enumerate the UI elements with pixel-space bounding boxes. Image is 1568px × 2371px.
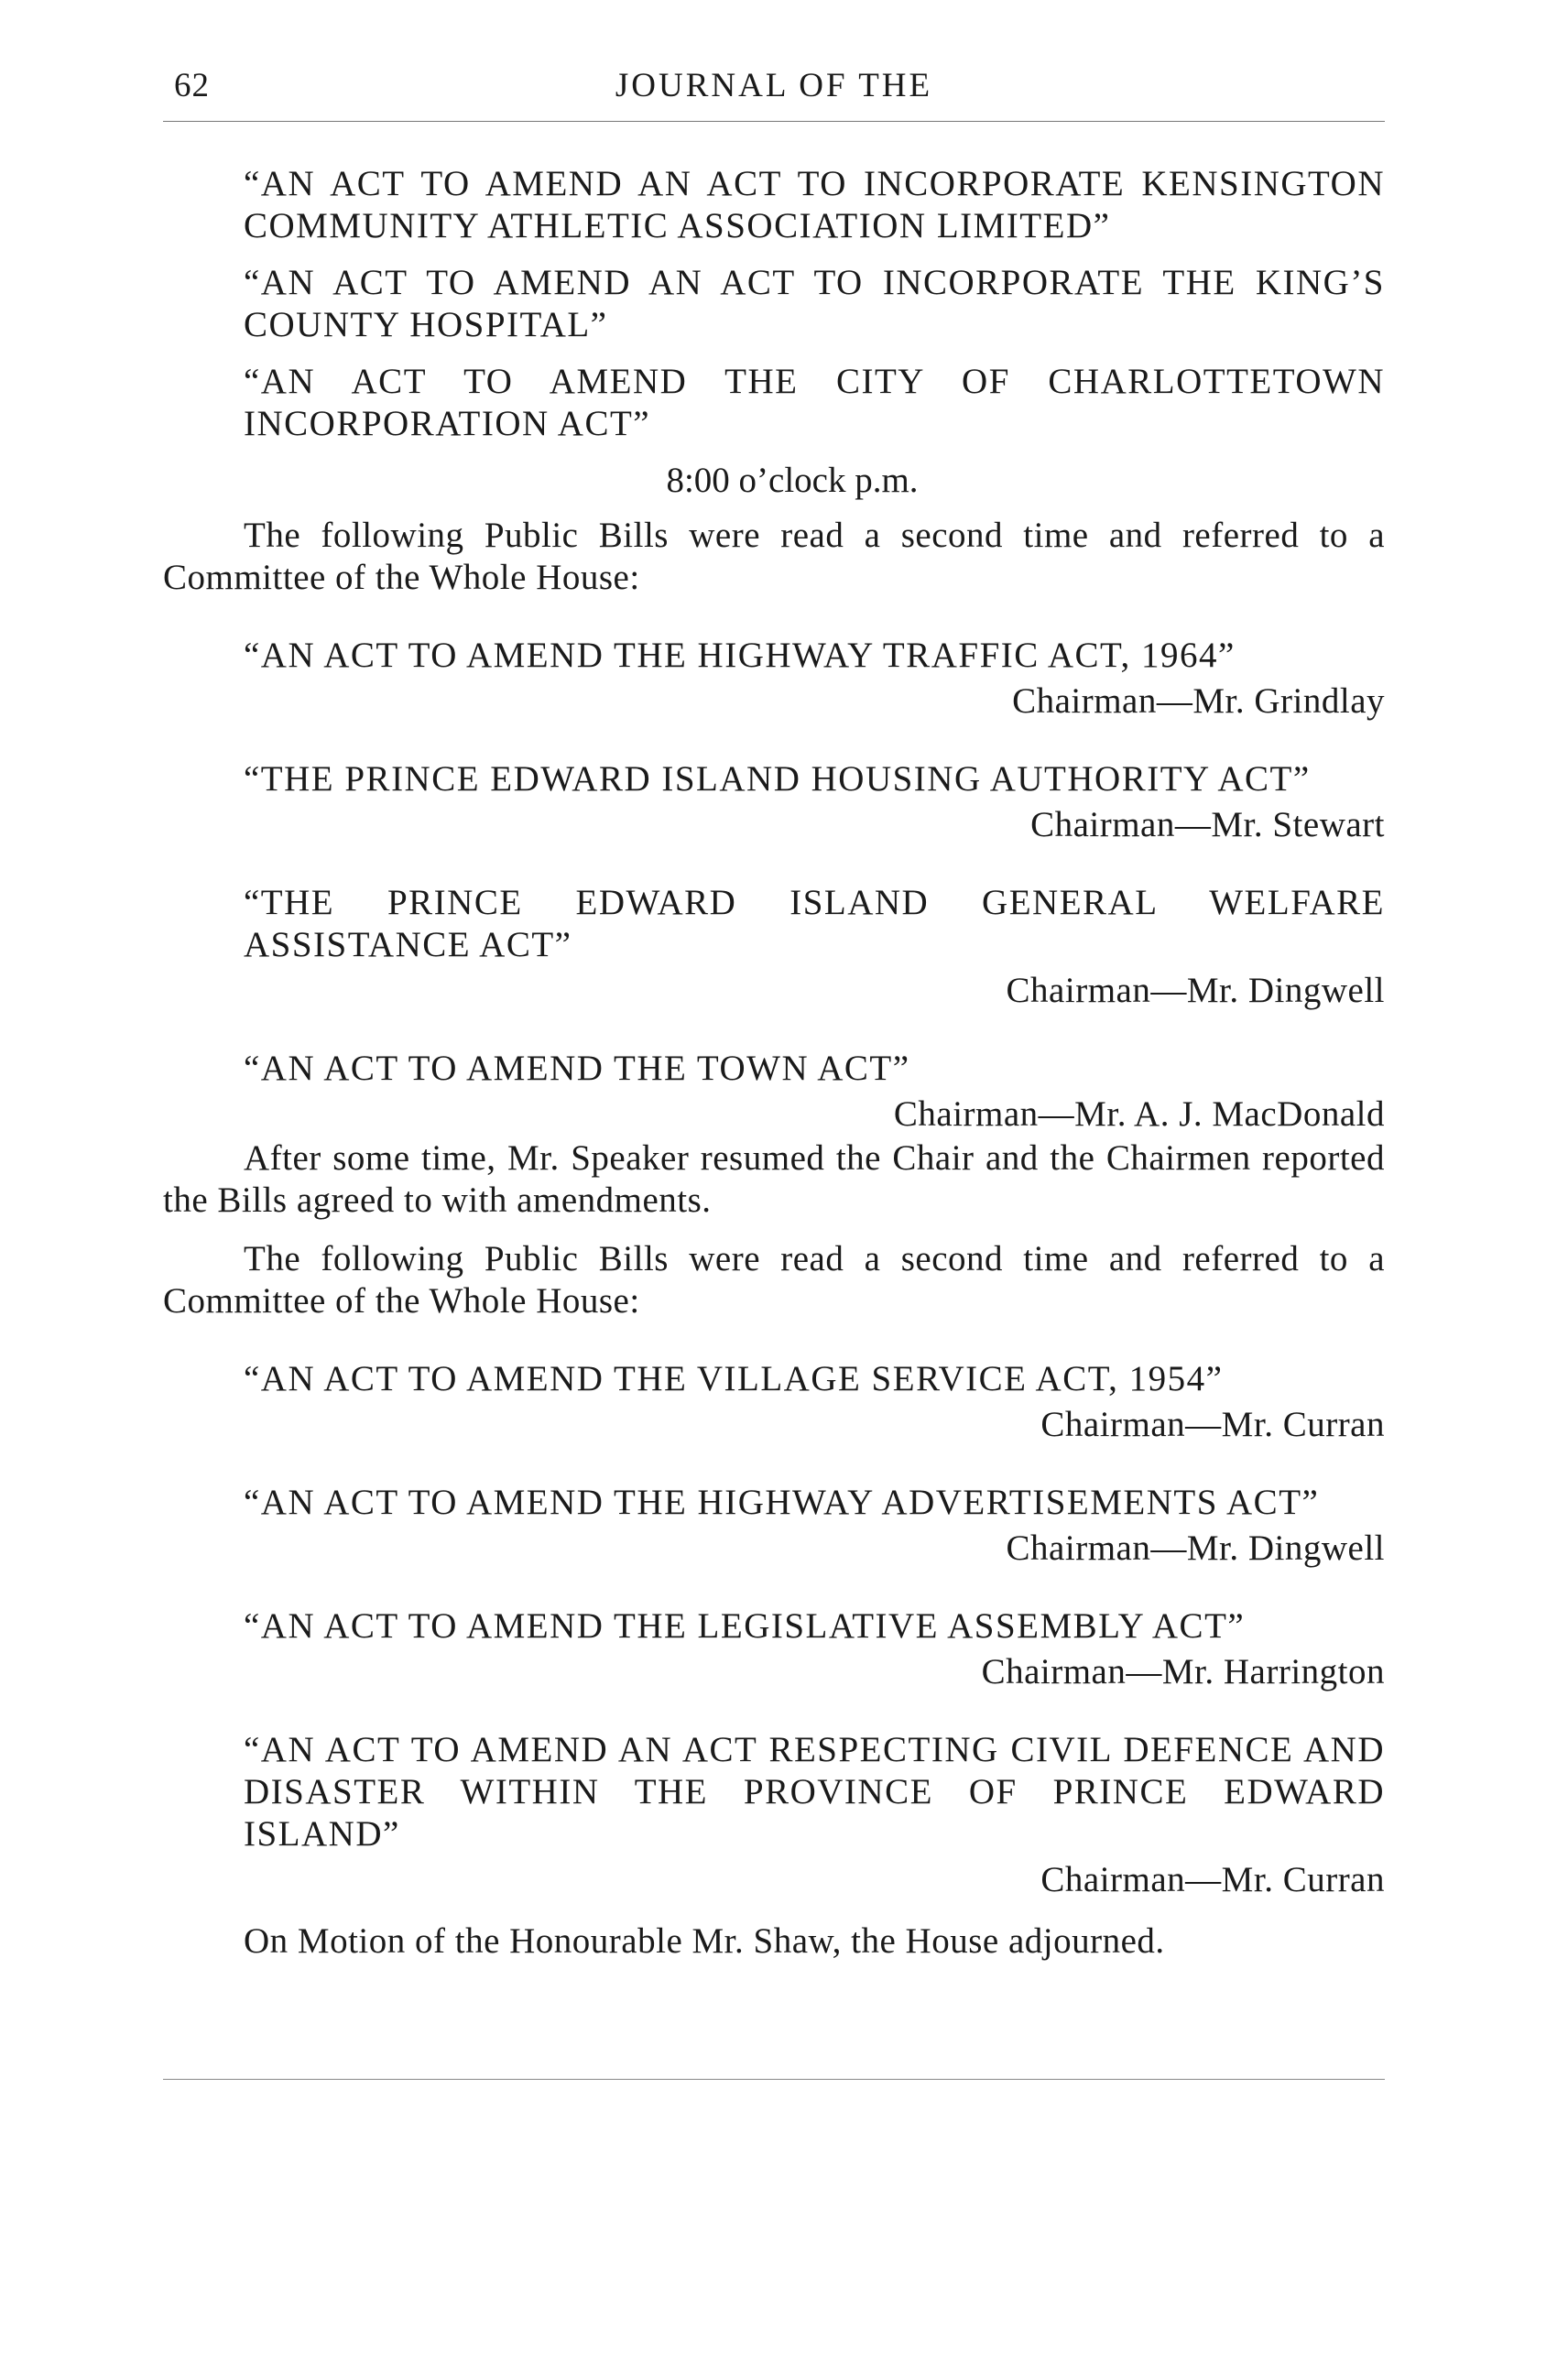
intro-paragraph: The following Public Bills were read a second time and referred to a Committee of the Whole House: xyxy=(163,516,1385,598)
chairman-line: Chairman—Mr. A. J. MacDonald xyxy=(893,1094,1385,1135)
bill-title: “AN ACT TO AMEND THE VILLAGE SERVICE ACT, 1954” xyxy=(244,1359,1224,1399)
running-head: JOURNAL OF THE xyxy=(615,67,933,104)
session-time: 8:00 o’clock p.m. xyxy=(666,461,919,501)
bill-title: “THE PRINCE EDWARD ISLAND HOUSING AUTHORITY ACT” xyxy=(244,759,1311,799)
page-number: 62 xyxy=(174,67,210,104)
chairman-line: Chairman—Mr. Curran xyxy=(1040,1860,1385,1900)
report-paragraph: After some time, Mr. Speaker resumed the Chair and the Chairmen reported the Bills agreed to with amendments. xyxy=(163,1138,1385,1221)
bill-title: “AN ACT TO AMEND AN ACT TO INCORPORATE KENSINGTON COMMUNITY ATHLETIC ASSOCIATION LIMITED” xyxy=(244,164,1385,246)
intro-paragraph: The following Public Bills were read a second time and referred to a Committee of the Whole House: xyxy=(163,1239,1385,1321)
bill-title: “AN ACT TO AMEND THE HIGHWAY TRAFFIC ACT, 1964” xyxy=(244,636,1236,676)
page-header xyxy=(163,66,1385,122)
chairman-line: Chairman—Mr. Dingwell xyxy=(1006,971,1385,1011)
chairman-line: Chairman—Mr. Grindlay xyxy=(1012,681,1385,722)
bill-title: “AN ACT TO AMEND AN ACT RESPECTING CIVIL DEFENCE AND DISASTER WITHIN THE PROVINCE OF PRINCE EDWARD ISLAND” xyxy=(244,1730,1385,1854)
bill-title: “AN ACT TO AMEND AN ACT TO INCORPORATE THE KING’S COUNTY HOSPITAL” xyxy=(244,263,1385,345)
bill-title: “AN ACT TO AMEND THE CITY OF CHARLOTTETOWN INCORPORATION ACT” xyxy=(244,362,1385,444)
bill-title: “AN ACT TO AMEND THE HIGHWAY ADVERTISEMENTS ACT” xyxy=(244,1483,1320,1523)
chairman-line: Chairman—Mr. Harrington xyxy=(981,1652,1385,1692)
closing-paragraph: On Motion of the Honourable Mr. Shaw, the House adjourned. xyxy=(244,1920,1165,1961)
chairman-line: Chairman—Mr. Stewart xyxy=(1030,805,1385,845)
bill-title: “AN ACT TO AMEND THE LEGISLATIVE ASSEMBLY ACT” xyxy=(244,1606,1246,1647)
footer-rule xyxy=(163,2079,1385,2080)
bill-title: “AN ACT TO AMEND THE TOWN ACT” xyxy=(244,1049,910,1089)
page-body xyxy=(163,163,1385,1979)
bill-title: “THE PRINCE EDWARD ISLAND GENERAL WELFARE ASSISTANCE ACT” xyxy=(244,883,1385,965)
chairman-line: Chairman—Mr. Dingwell xyxy=(1006,1528,1385,1569)
chairman-line: Chairman—Mr. Curran xyxy=(1040,1405,1385,1445)
